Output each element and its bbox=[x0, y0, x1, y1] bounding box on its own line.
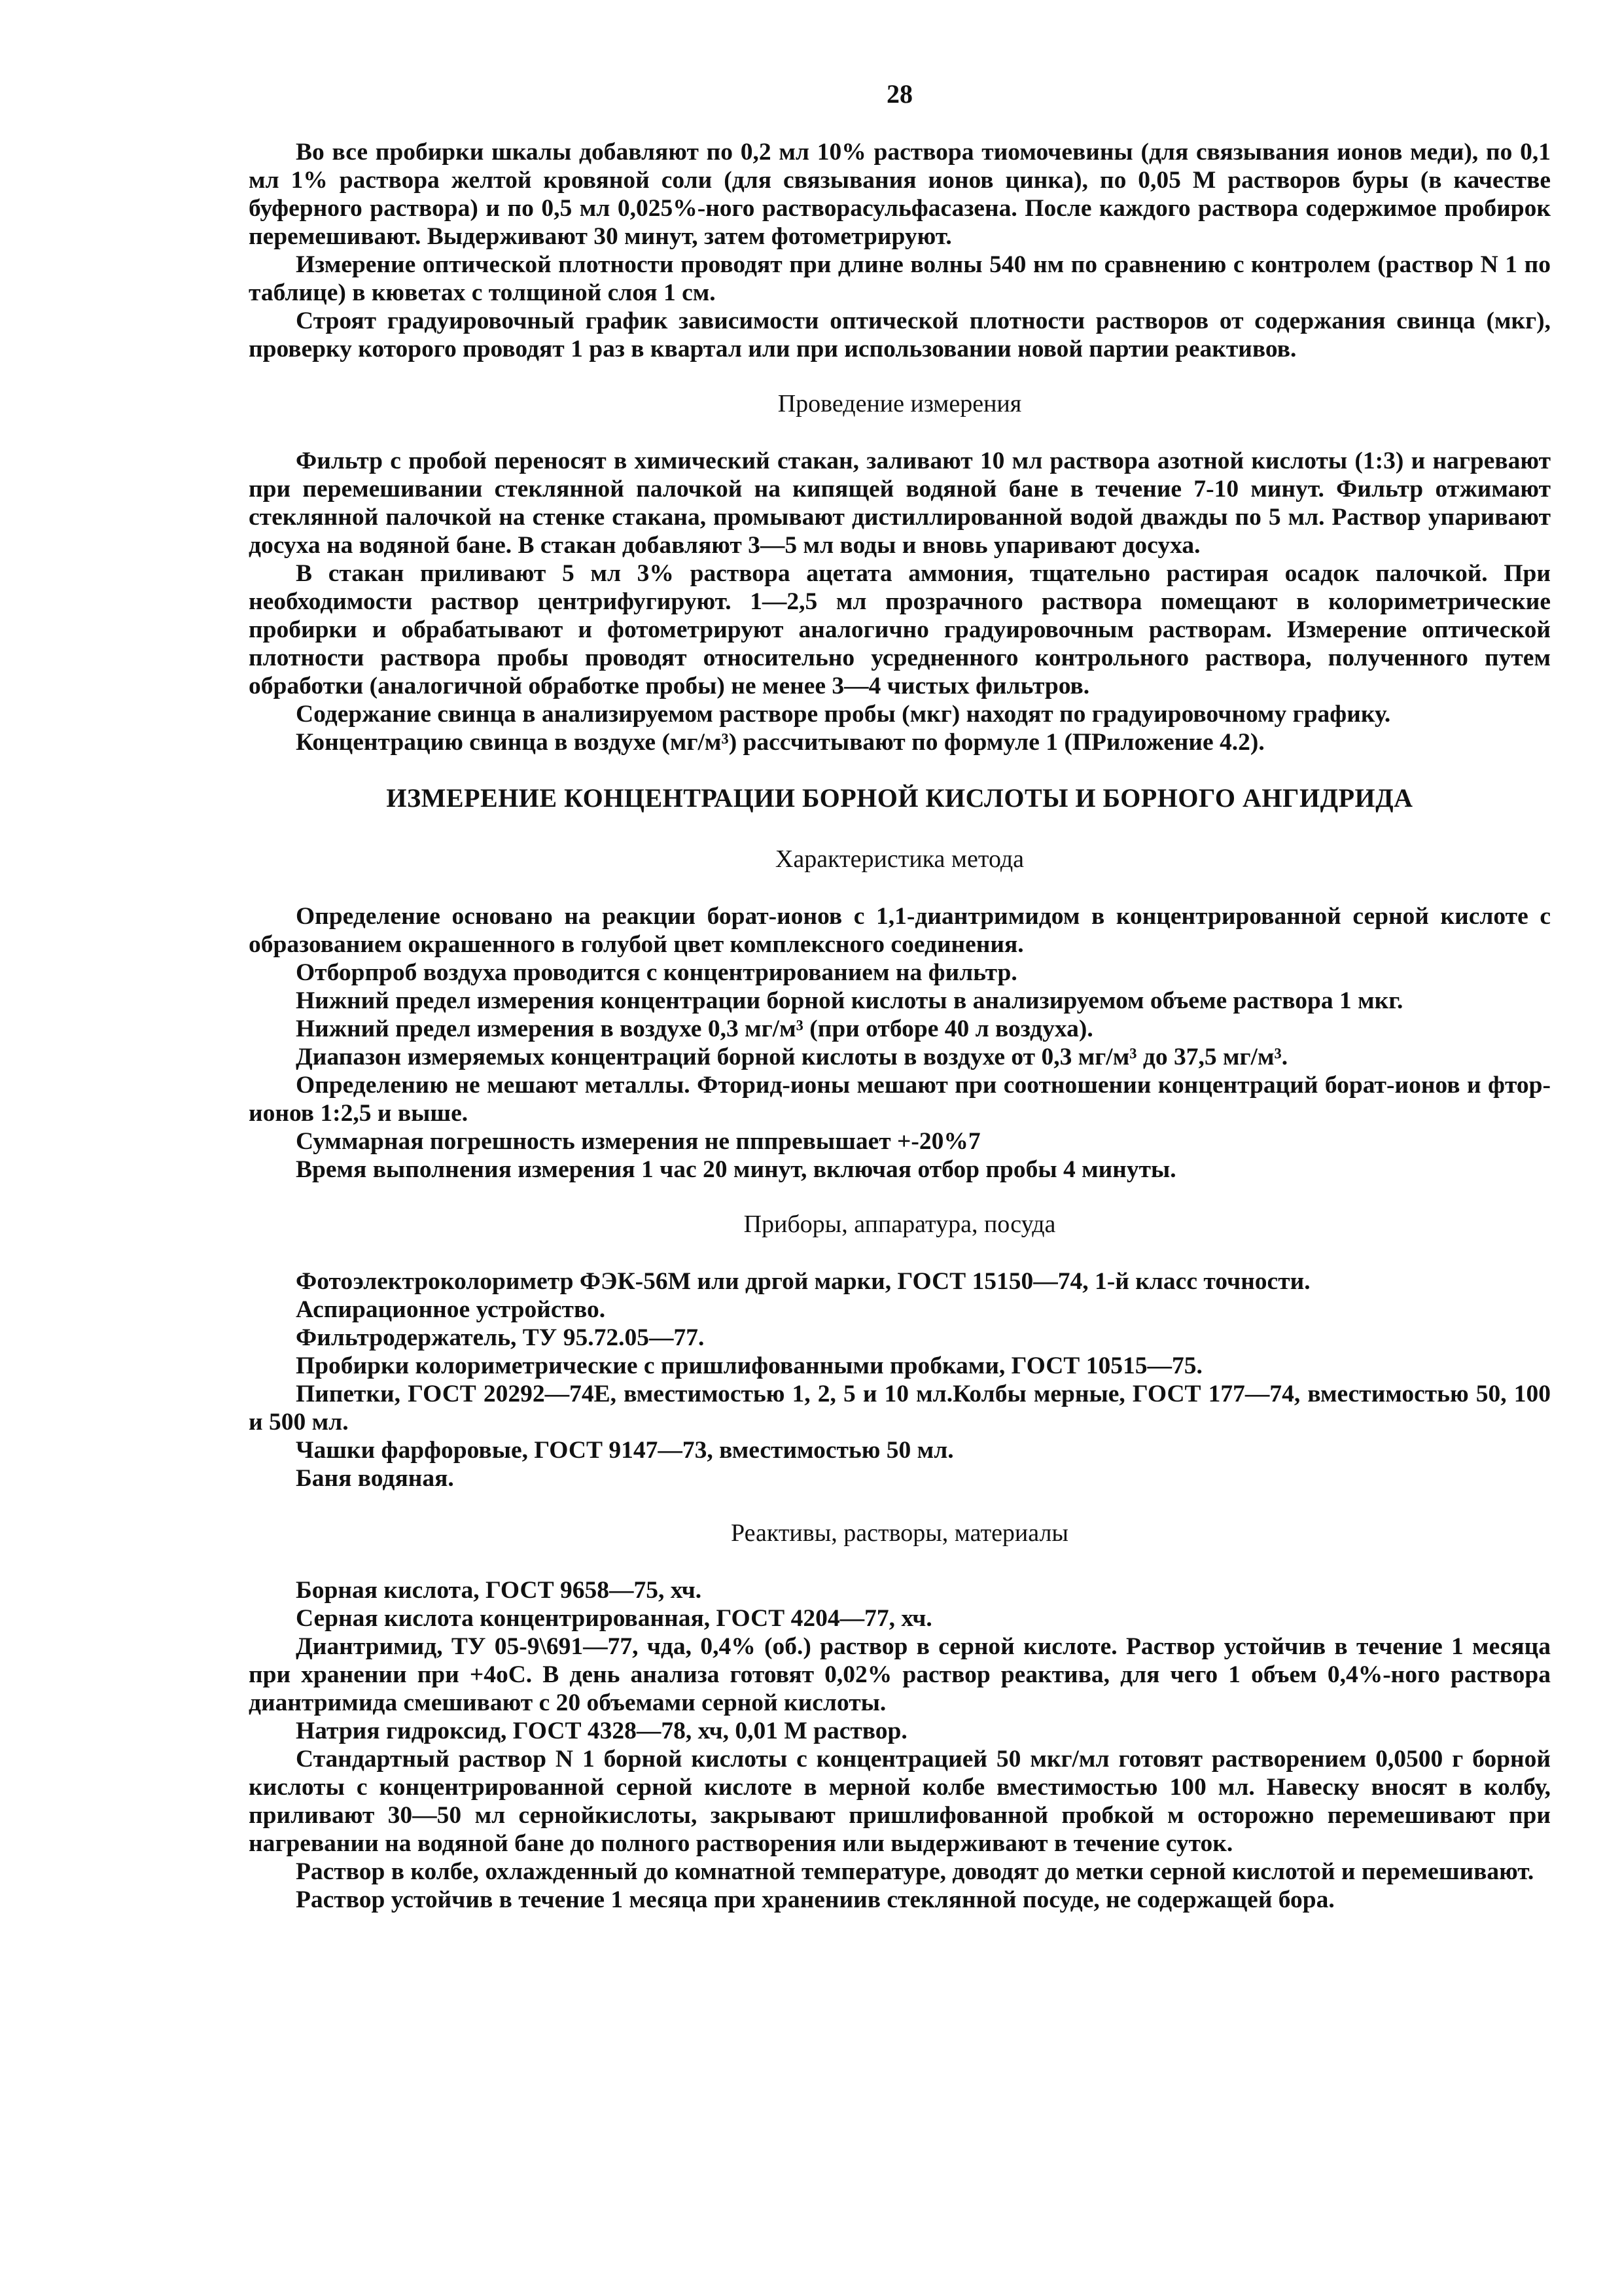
characteristic-block bbox=[249, 902, 1551, 1184]
paragraph: Серная кислота концентрированная, ГОСТ 4204—77, хч. bbox=[296, 1605, 932, 1632]
paragraph: Отборпроб воздуха проводится с концентрированием на фильтр. bbox=[296, 959, 1017, 986]
subheading-measurement: Проведение измерения bbox=[777, 390, 1022, 417]
apparatus-block bbox=[249, 1267, 1551, 1492]
subheading-apparatus: Приборы, аппаратура, посуда bbox=[743, 1210, 1056, 1238]
paragraph: Раствор в колбе, охлажденный до комнатной температуре, доводят до метки серной кислотой и перемешивают. bbox=[296, 1858, 1534, 1885]
paragraph: Раствор устойчив в течение 1 месяца при хранениив стеклянной посуде, не содержащей бора. bbox=[296, 1886, 1335, 1913]
paragraph: Чашки фарфоровые, ГОСТ 9147—73, вместимостью 50 мл. bbox=[296, 1437, 954, 1464]
paragraph: Аспирационное устройство. bbox=[296, 1296, 606, 1323]
paragraph: Нижний предел измерения концентрации борной кислоты в анализируемом объеме раствора 1 мкг. bbox=[296, 987, 1403, 1014]
page-number: 28 bbox=[887, 79, 913, 109]
paragraph: Пробирки колориметрические с пришлифованными пробками, ГОСТ 10515—75. bbox=[296, 1352, 1203, 1379]
paragraph: Определение основано на реакции борат-ионов с 1,1-диантримидом в концентрированной серной кислоте с образованием окрашенного в голубой цвет комплексного соединения. bbox=[249, 903, 1551, 958]
paragraph: Диапазон измеряемых концентраций борной кислоты в воздухе от 0,3 мг/м³ до 37,5 мг/м³. bbox=[296, 1044, 1288, 1070]
paragraph: Фотоэлектроколориметр ФЭК-56М или дргой марки, ГОСТ 15150—74, 1-й класс точности. bbox=[296, 1268, 1311, 1295]
reagents-block bbox=[249, 1576, 1551, 1914]
paragraph: В стакан приливают 5 мл 3% раствора ацетата аммония, тщательно растирая осадок палочкой. При необходимости раствор центрифугируют. 1—2,5 мл прозрачного раствора помещают в колориметрические пробирки и обрабатывают и фотометрируют аналогично градуировочным растворам. Измерение оптической плотности раствора пробы проводят относительно усредненного контрольного раствора, полученного путем обработки (аналогичной обработке пробы) не менее 3—4 чистых фильтров. bbox=[249, 560, 1551, 699]
subheading-characteristic: Характеристика метода bbox=[775, 845, 1025, 873]
subheading-reagents: Реактивы, растворы, материалы bbox=[731, 1519, 1068, 1547]
paragraph: Пипетки, ГОСТ 20292—74Е, вместимостью 1, 2, 5 и 10 мл.Колбы мерные, ГОСТ 177—74, вместимостью 50, 100 и 500 мл. bbox=[249, 1381, 1551, 1436]
paragraph: Диантримид, ТУ 05-9\691—77, чда, 0,4% (об.) раствор в серной кислоте. Раствор устойчив в течение 1 месяца при хранении при +4оС. В день анализа готовят 0,02% раствор реактива, для чего 1 объем 0,4%-ного раствора диантримида смешивают с 20 объемами серной кислоты. bbox=[249, 1633, 1551, 1716]
paragraph: Натрия гидроксид, ГОСТ 4328—78, хч, 0,01 М раствор. bbox=[296, 1718, 908, 1744]
paragraph: Концентрацию свинца в воздухе (мг/м³) рассчитывают по формуле 1 (ПРиложение 4.2). bbox=[296, 729, 1265, 756]
paragraph: Фильтродержатель, ТУ 95.72.05—77. bbox=[296, 1324, 705, 1351]
paragraph: Содержание свинца в анализируемом растворе пробы (мкг) находят по градуировочному графику. bbox=[296, 701, 1391, 728]
paragraph: Строят градуировочный график зависимости оптической плотности растворов от содержания свинца (мкг), проверку которого проводят 1 раз в квартал или при использовании новой партии реактивов. bbox=[249, 308, 1551, 362]
intro-block bbox=[249, 138, 1551, 363]
paragraph: Борная кислота, ГОСТ 9658—75, хч. bbox=[296, 1577, 702, 1604]
paragraph: Во все пробирки шкалы добавляют по 0,2 мл 10% раствора тиомочевины (для связывания ионов меди), по 0,1 мл 1% раствора желтой кровяной соли (для связывания ионов цинка), по 0,05 М растворов буры (в качестве буферного раствора) и по 0,5 мл 0,025%-ного растворасульфасазена. После каждого раствора содержимое пробирок перемешивают. Выдерживают 30 минут, затем фотометрируют. bbox=[249, 139, 1551, 250]
paragraph: Измерение оптической плотности проводят при длине волны 540 нм по сравнению с контролем (раствор N 1 по таблице) в кюветах с толщиной слоя 1 см. bbox=[249, 251, 1551, 306]
paragraph: Нижний предел измерения в воздухе 0,3 мг/м³ (при отборе 40 л воздуха). bbox=[296, 1016, 1093, 1042]
measurement-block bbox=[249, 447, 1551, 756]
paragraph: Время выполнения измерения 1 час 20 минут, включая отбор пробы 4 минуты. bbox=[296, 1156, 1176, 1183]
document-page bbox=[249, 79, 1551, 1914]
section-title: ИЗМЕРЕНИЕ КОНЦЕНТРАЦИИ БОРНОЙ КИСЛОТЫ И БОРНОГО АНГИДРИДА bbox=[386, 783, 1413, 813]
paragraph: Баня водяная. bbox=[296, 1465, 454, 1492]
paragraph: Определению не мешают металлы. Фторид-ионы мешают при соотношении концентраций борат-ионов и фтор-ионов 1:2,5 и выше. bbox=[249, 1072, 1551, 1127]
paragraph: Фильтр с пробой переносят в химический стакан, заливают 10 мл раствора азотной кислоты (1:3) и нагревают при перемешивании стеклянной палочкой на кипящей водяной бане в течение 7-10 минут. Фильтр отжимают стеклянной палочкой на стенке стакана, промывают дистиллированной водой дважды по 5 мл. Раствор упаривают досуха на водяной бане. В стакан добавляют 3—5 мл воды и вновь упаривают досуха. bbox=[249, 448, 1551, 559]
paragraph: Суммарная погрешность измерения не пппревышает +-20%7 bbox=[296, 1128, 981, 1155]
paragraph: Стандартный раствор N 1 борной кислоты с концентрацией 50 мкг/мл готовят растворением 0,0500 г борной кислоты с концентрированной серной кислоте в мерной колбе вместимостью 100 мл. Навеску вносят в колбу, приливают 30—50 мл сернойкислоты, закрывают пришлифованной пробкой м осторожно перемешивают при нагревании на водяной бане до полного растворения или выдерживают в течение суток. bbox=[249, 1746, 1551, 1857]
